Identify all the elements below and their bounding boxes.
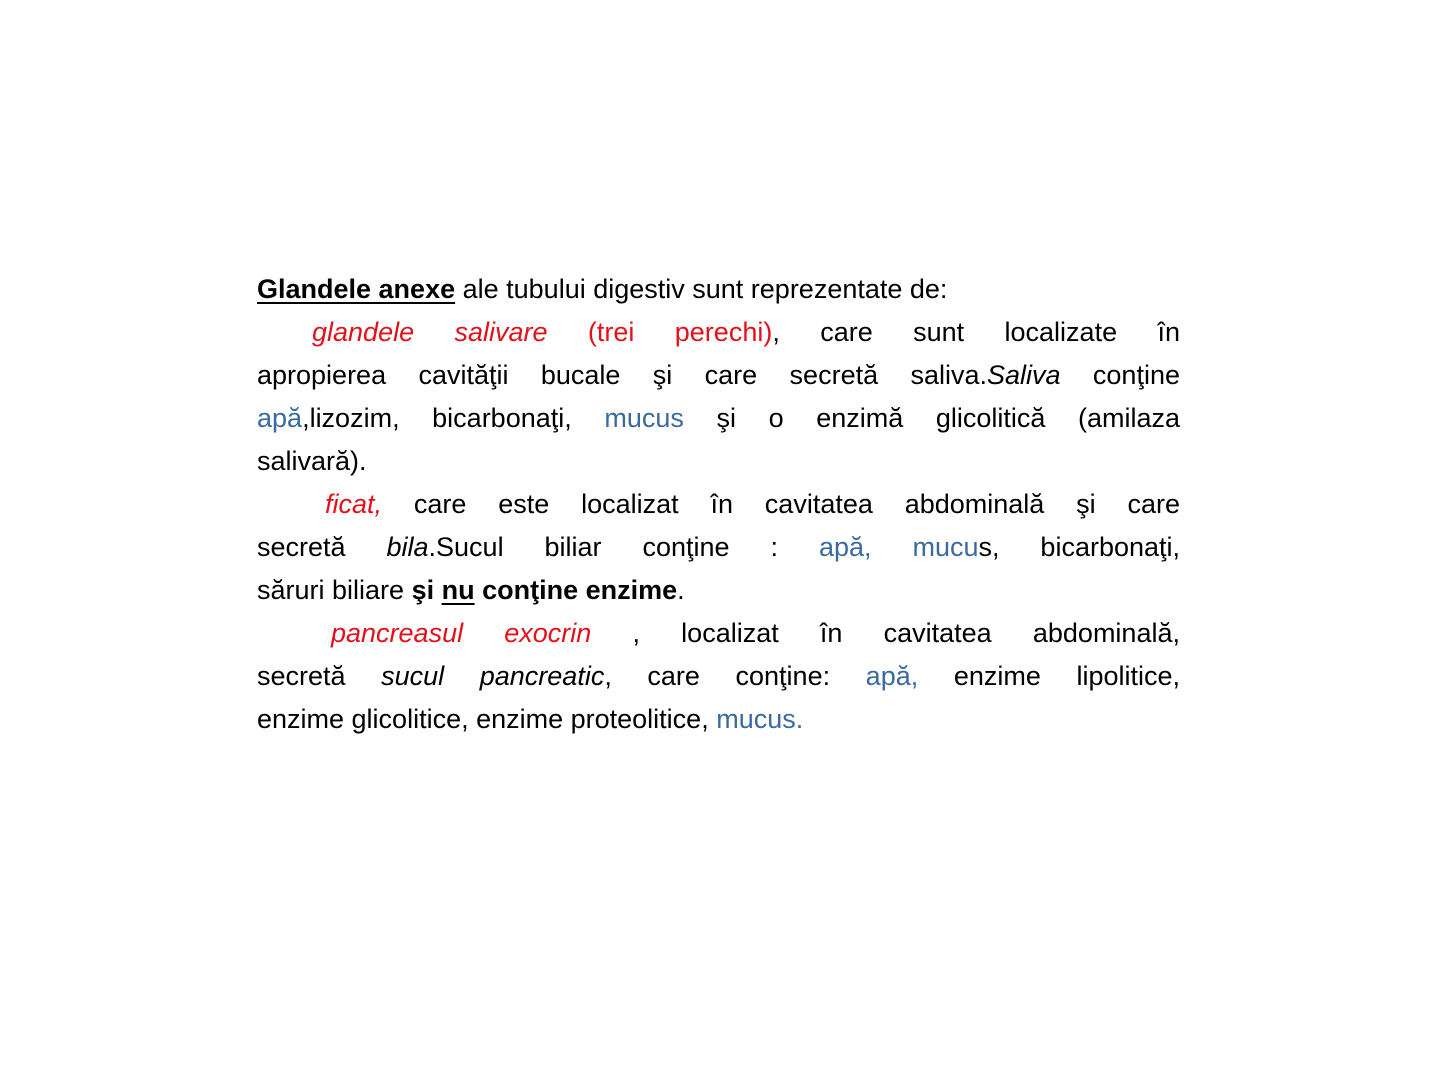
highlighted-term: pancreasul exocrin <box>331 618 592 648</box>
text-line <box>257 569 1180 612</box>
text-line <box>257 268 1180 311</box>
substance-term: apă <box>257 403 303 433</box>
text-segment: , localizat în cavitatea abdominală, <box>591 618 1180 648</box>
text-segment: şi o enzimă glicolitică (amilaza <box>683 403 1180 433</box>
text-line <box>257 526 1180 569</box>
highlighted-term: ficat, <box>325 489 383 519</box>
text-segment: .Sucul biliar conţine : <box>428 532 819 562</box>
substance-term: mucus. <box>716 704 804 734</box>
text-segment: sucul pancreatic <box>381 661 605 691</box>
text-line <box>257 354 1180 397</box>
highlighted-term: (trei perechi) <box>547 317 773 347</box>
text-segment: . <box>677 575 685 605</box>
text-segment: Glandele anexe <box>257 274 456 304</box>
text-segment: secretă <box>257 532 387 562</box>
text-segment: s, bicarbonaţi, <box>978 532 1181 562</box>
text-segment: care este localizat în cavitatea abdominală şi care <box>382 489 1180 519</box>
text-segment: secretă <box>257 661 382 691</box>
text-segment: şi <box>411 575 442 605</box>
text-segment: salivară). <box>257 446 367 476</box>
text-line <box>257 397 1180 440</box>
document-body <box>257 268 1180 741</box>
text-line <box>257 440 1180 483</box>
text-line <box>257 483 1180 526</box>
text-line <box>257 612 1180 655</box>
text-line <box>257 698 1180 741</box>
text-segment: bila <box>386 532 429 562</box>
text-segment: enzime lipolitice, <box>918 661 1180 691</box>
text-segment: ,lizozim, bicarbonaţi, <box>302 403 605 433</box>
text-line <box>257 655 1180 698</box>
highlighted-term: glandele salivare <box>312 317 548 347</box>
text-segment: săruri biliare <box>257 575 412 605</box>
text-segment: Saliva <box>987 360 1061 390</box>
text-line <box>257 311 1180 354</box>
text-segment: nu <box>441 575 475 605</box>
text-segment: enzime glicolitice, enzime proteolitice, <box>257 704 717 734</box>
text-segment: conţine <box>1060 360 1180 390</box>
text-segment: apropierea cavităţii bucale şi care secretă saliva. <box>257 360 987 390</box>
text-segment: conţine enzime <box>474 575 678 605</box>
text-segment: ale tubului digestiv sunt reprezentate de: <box>455 274 948 304</box>
substance-term: apă, <box>865 661 919 691</box>
text-segment: , care conţine: <box>604 661 866 691</box>
substance-term: mucus <box>604 403 684 433</box>
text-segment: , care sunt localizate în <box>772 317 1180 347</box>
substance-term: apă, mucu <box>818 532 979 562</box>
